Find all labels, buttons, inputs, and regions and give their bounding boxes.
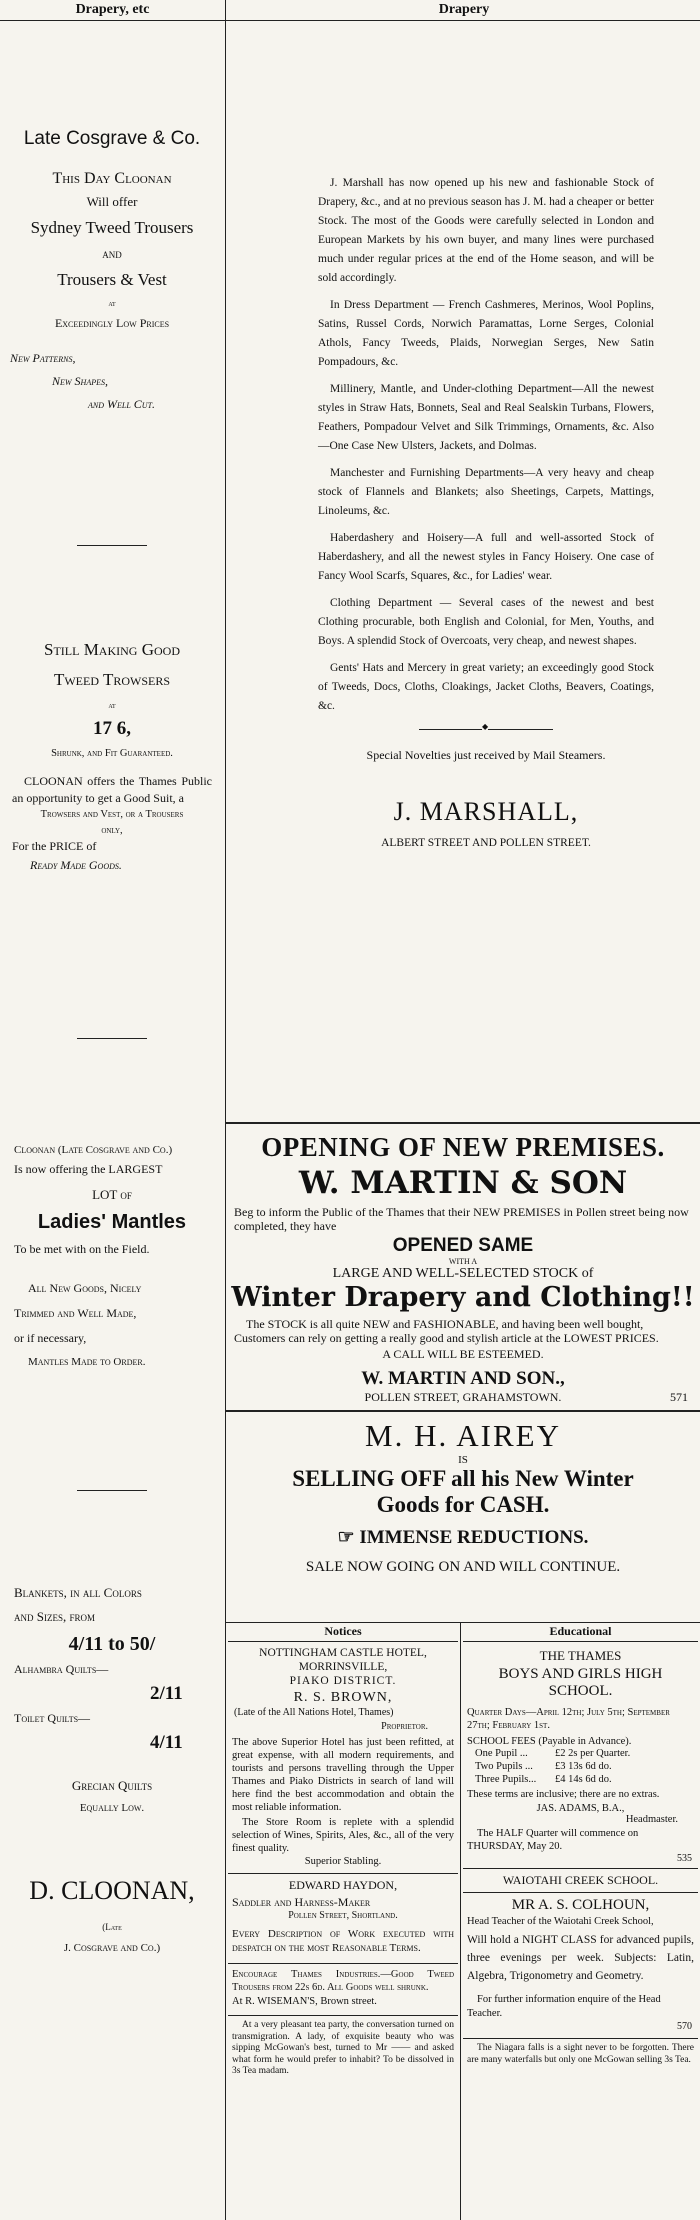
educational-column	[463, 1624, 698, 2066]
cloonan-ad-3	[0, 1142, 224, 1368]
colhoun-label: Head Teacher of the Waiotahi Creek School,	[467, 1916, 654, 1927]
ad4-late: (Late	[102, 1922, 122, 1932]
ad2-line5: CLOONAN offers the Thames Public an opportunity to get a Good Suit, a	[12, 774, 212, 805]
school-head: JAS. ADAMS, B.A.,	[536, 1803, 625, 1814]
school-half: The HALF Quarter will commence on THURSDAY, May 20.	[467, 1828, 639, 1852]
marshall-ad	[318, 174, 654, 849]
colhoun-name: MR A. S. COLHOUN,	[511, 1897, 650, 1913]
rule	[77, 1490, 147, 1491]
ad1-line1: This Day Cloonan	[52, 170, 172, 187]
marshall-novelties: Special Novelties just received by Mail Steamers.	[366, 748, 606, 762]
further-num: 570	[677, 2021, 692, 2032]
ad2-price: 17 6,	[93, 718, 131, 739]
ad2-line4: Shrunk, and Fit Guaranteed.	[51, 748, 173, 759]
ad2-line1: Still Making Good	[44, 640, 180, 659]
column-divider	[225, 0, 226, 2220]
ad4-line1: Blankets, in all Colors	[14, 1585, 142, 1600]
fee-table	[475, 1747, 694, 1786]
hotel-stabling: Superior Stabling.	[304, 1856, 382, 1867]
ad3-line4: Ladies' Mantles	[37, 1211, 187, 1233]
marshall-name: J. MARSHALL,	[393, 797, 579, 826]
haydon-text: Every Description of Work executed with despatch on the most Reasonable Terms.	[232, 1928, 454, 1954]
airey-reductions: IMMENSE REDUCTIONS.	[359, 1527, 589, 1548]
ad1-line6: at	[108, 298, 116, 308]
fee-label: Two Pupils ...	[475, 1761, 533, 1772]
haydon-name: EDWARD HAYDON,	[288, 1878, 398, 1892]
pointing-hand-icon: ☞	[337, 1527, 355, 1548]
school-fees: SCHOOL FEES (Payable in Advance).	[467, 1736, 632, 1747]
ad4-former: J. Cosgrave and Co.)	[63, 1942, 161, 1954]
ad3-line9: Mantles Made to Order.	[28, 1356, 146, 1368]
airey-ad	[228, 1418, 698, 1576]
educational-header: Educational	[549, 1624, 612, 1638]
tea-paragraph: At a very pleasant tea party, the conversation turned on transmigration. A lady, of exquisite beauty who was sipping McGowan's best, turned to Mr —— and asked what form he would prefer to inhabit? To be dissolved in 3s Tea madam.	[232, 2020, 454, 2076]
ad4-name: D. CLOONAN,	[29, 1876, 195, 1905]
flourish-divider	[318, 724, 654, 734]
ad3-line5: To be met with on the Field.	[14, 1242, 150, 1256]
niagara-paragraph: The Niagara falls is a sight never to be forgotten. There are many waterfalls but only one McGowan selling 3s Tea.	[467, 2043, 694, 2065]
school-half-num: 535	[677, 1853, 692, 1864]
airey-name: M. H. AIREY	[365, 1418, 561, 1453]
marshall-address: ALBERT STREET AND POLLEN STREET.	[381, 837, 591, 849]
ad4-line9: Equally Low.	[79, 1802, 145, 1814]
hotel-prop-late: (Late of the All Nations Hotel, Thames)	[234, 1707, 394, 1718]
marshall-p1: J. Marshall has now opened up his new and fashionable Stock of Drapery, &c., and at no previous season has J. M. had a cheaper or better Stock. The most of the Goods were carefully selected in London and European Markets by his own buyer, and many lines were purchased much under regular prices at the end of the Home season, and will be sold accordingly.	[318, 177, 654, 284]
notices-column	[228, 1624, 458, 2078]
ad4-line5: 2/11	[150, 1683, 183, 1704]
night-class: Will hold a NIGHT CLASS for advanced pupils, three evenings per week. Subjects: Latin, Algebra, Trigonometry and Geometry.	[467, 1934, 694, 1982]
ad4-line6: Toilet Quilts—	[14, 1711, 91, 1725]
ad1-title: Late Cosgrave & Co.	[23, 128, 201, 149]
hotel-district: PIAKO DISTRICT.	[289, 1675, 397, 1687]
wiseman-line: At R. WISEMAN'S, Brown street.	[232, 1996, 377, 2007]
marshall-p3: Millinery, Mantle, and Under-clothing Department—All the newest styles in Straw Hats, Bonnets, Seal and Real Sealskin Turbans, Flowers, Feathers, Pompadour Velvet and Silk Trimmings, Ornaments, &c. Also—One Case New Ulsters, Jackets, and Dolmas.	[318, 383, 654, 452]
ad3-line3: LOT of	[92, 1187, 132, 1202]
haydon-trade: Saddler and Harness-Maker	[232, 1895, 371, 1909]
cloonan-ad-2	[0, 640, 224, 873]
school-quarter: Quarter Days—April 12th; July 5th; September 27th; February 1st.	[467, 1707, 670, 1731]
fee-amount: £2 2s per Quarter.	[555, 1748, 631, 1759]
airey-is: IS	[458, 1454, 468, 1466]
martin-headline: OPENING OF NEW PREMISES.	[261, 1132, 665, 1162]
hotel-prop-label: Proprietor.	[381, 1721, 428, 1732]
hotel-name: NOTTINGHAM CASTLE HOTEL, MORRINSVILLE,	[259, 1647, 427, 1673]
ad4-line2: and Sizes, from	[14, 1609, 95, 1624]
school-line2: BOYS AND GIRLS HIGH	[498, 1666, 663, 1682]
martin-intro: Beg to inform the Public of the Thames that their NEW PREMISES in Pollen street being now completed, they have	[234, 1205, 689, 1233]
martin-name: W. MARTIN & SON	[298, 1165, 628, 1201]
right-column-header: Drapery	[438, 2, 490, 17]
ad4-line3: 4/11 to 50/	[68, 1633, 156, 1655]
school-terms: These terms are inclusive; there are no extras.	[467, 1789, 660, 1800]
rule	[77, 1038, 147, 1039]
sub-column-divider	[460, 1622, 461, 2220]
martin-name2: W. MARTIN AND SON.,	[361, 1368, 565, 1389]
header-rule	[0, 20, 700, 21]
school-line3: SCHOOL.	[548, 1683, 613, 1699]
airey-sale: SALE NOW GOING ON AND WILL CONTINUE.	[305, 1559, 621, 1575]
ad4-line7: 4/11	[150, 1732, 183, 1753]
fee-amount: £3 13s 6d do.	[555, 1761, 612, 1772]
section-rule	[226, 1122, 700, 1124]
ad4-line4: Alhambra Quilts—	[14, 1662, 109, 1676]
airey-line1: SELLING OFF all his New Winter	[292, 1466, 634, 1491]
ad3-line8: or if necessary,	[14, 1331, 87, 1345]
notices-header: Notices	[324, 1624, 362, 1638]
fee-label: Three Pupils...	[475, 1774, 537, 1785]
waiotahi-title: WAIOTAHI CREEK SCHOOL.	[502, 1873, 659, 1887]
section-rule	[226, 1410, 700, 1412]
martin-num: 571	[670, 1390, 688, 1404]
cloonan-ad-1	[0, 128, 224, 412]
rule	[77, 545, 147, 546]
ad2-line2: Tweed Trowsers	[53, 670, 171, 689]
ad1-line5: Trousers & Vest	[57, 270, 167, 289]
martin-witha: WITH A	[448, 1257, 478, 1266]
ad3-line1: Cloonan (Late Cosgrave and Co.)	[14, 1144, 173, 1156]
marshall-p7: Gents' Hats and Mercery in great variety; an exceedingly good Stock of Tweeds, Docs, Cloths, Cloakings, Jacket Cloths, Beavers, Coatings, &c.	[318, 662, 654, 712]
martin-winter: Winter Drapery and Clothing!!	[231, 1282, 695, 1313]
ad1-line7: Exceedingly Low Prices	[54, 316, 170, 330]
martin-opened: OPENED SAME	[392, 1235, 534, 1256]
ad3-line2: Is now offering the LARGEST	[14, 1162, 163, 1176]
ad1-line10: and Well Cut.	[88, 397, 156, 411]
haydon-address: Pollen Street, Shortland.	[288, 1910, 398, 1921]
hotel-store: The Store Room is replete with a splendid selection of Wines, Spirits, Ales, &c., all of the very finest quality.	[232, 1817, 454, 1854]
hotel-proprietor: R. S. BROWN,	[293, 1690, 393, 1705]
ad1-line2: Will offer	[86, 194, 138, 209]
martin-call: A CALL WILL BE ESTEEMED.	[382, 1347, 544, 1361]
ad2-line7: For the PRICE of	[12, 839, 97, 853]
martin-address: POLLEN STREET, GRAHAMSTOWN.	[364, 1390, 562, 1404]
ad3-line6: All New Goods, Nicely	[28, 1281, 142, 1295]
airey-line2: Goods for CASH.	[376, 1492, 550, 1517]
ad1-line4: and	[102, 246, 122, 261]
martin-stock: The STOCK is all quite NEW and FASHIONABLE, and having been well bought, Customers can rely on getting a really good and stylish article at the LOWEST PRICES.	[234, 1317, 659, 1345]
marshall-p5: Haberdashery and Hoisery—A full and well-assorted Stock of Haberdashery, and all the newest styles in Fancy Hoisery. One case of Fancy Wool Scarfs, Squares, &c., for Ladies' wear.	[318, 532, 654, 582]
ad2-line8: Ready Made Goods.	[30, 858, 122, 872]
fee-label: One Pupil ...	[475, 1748, 528, 1759]
martin-large: LARGE AND WELL-SELECTED STOCK of	[332, 1266, 594, 1281]
school-head-label: Headmaster.	[625, 1814, 678, 1825]
ad3-line7: Trimmed and Well Made,	[14, 1306, 137, 1320]
left-column-header: Drapery, etc	[75, 2, 150, 17]
encourage-text: Encourage Thames Industries.—Good Tweed Trousers from 22s 6d. All Goods well shrunk.	[232, 1969, 454, 1993]
ad1-line9: New Shapes,	[52, 374, 108, 388]
further-info: For further information enquire of the Head Teacher.	[467, 1994, 661, 2019]
fee-amount: £4 14s 6d do.	[555, 1774, 612, 1785]
ad4-line8: Grecian Quilts	[71, 1778, 153, 1793]
school-line1: THE THAMES	[539, 1648, 622, 1663]
marshall-p4: Manchester and Furnishing Departments—A very heavy and cheap stock of Flannels and Blankets; also Sheetings, Carpets, Mattings, Linoleums, &c.	[318, 467, 654, 517]
marshall-p2: In Dress Department — French Cashmeres, Merinos, Wool Poplins, Satins, Russel Cords, Norwich Paramattas, Lorne Serges, Colonial Athols, Fancy Tweeds, Plaids, Norwegian Serges, New Satin Pompadours, &c.	[318, 299, 654, 368]
cloonan-ad-4	[0, 1585, 224, 1954]
marshall-p6: Clothing Department — Several cases of the newest and best Clothing procurable, both English and Colonial, for Men, Youths, and Boys. A splendid Stock of Overcoats, very cheap, and newest shapes.	[318, 597, 654, 647]
ad2-line3: at	[108, 700, 116, 710]
ad1-line3: Sydney Tweed Trousers	[30, 218, 194, 237]
hotel-text: The above Superior Hotel has just been refitted, at great expense, with all modern requirements, and tourists and persons travelling through the Upper Thames and Piako Districts in search of land will here find the best accommodation and obtain the most reliable information.	[232, 1737, 454, 1813]
section-rule	[226, 1622, 700, 1623]
martin-ad	[228, 1132, 698, 1405]
ad2-line6: Trowsers and Vest, or a Trousers only,	[40, 809, 184, 836]
ad1-line8: New Patterns,	[10, 351, 76, 365]
